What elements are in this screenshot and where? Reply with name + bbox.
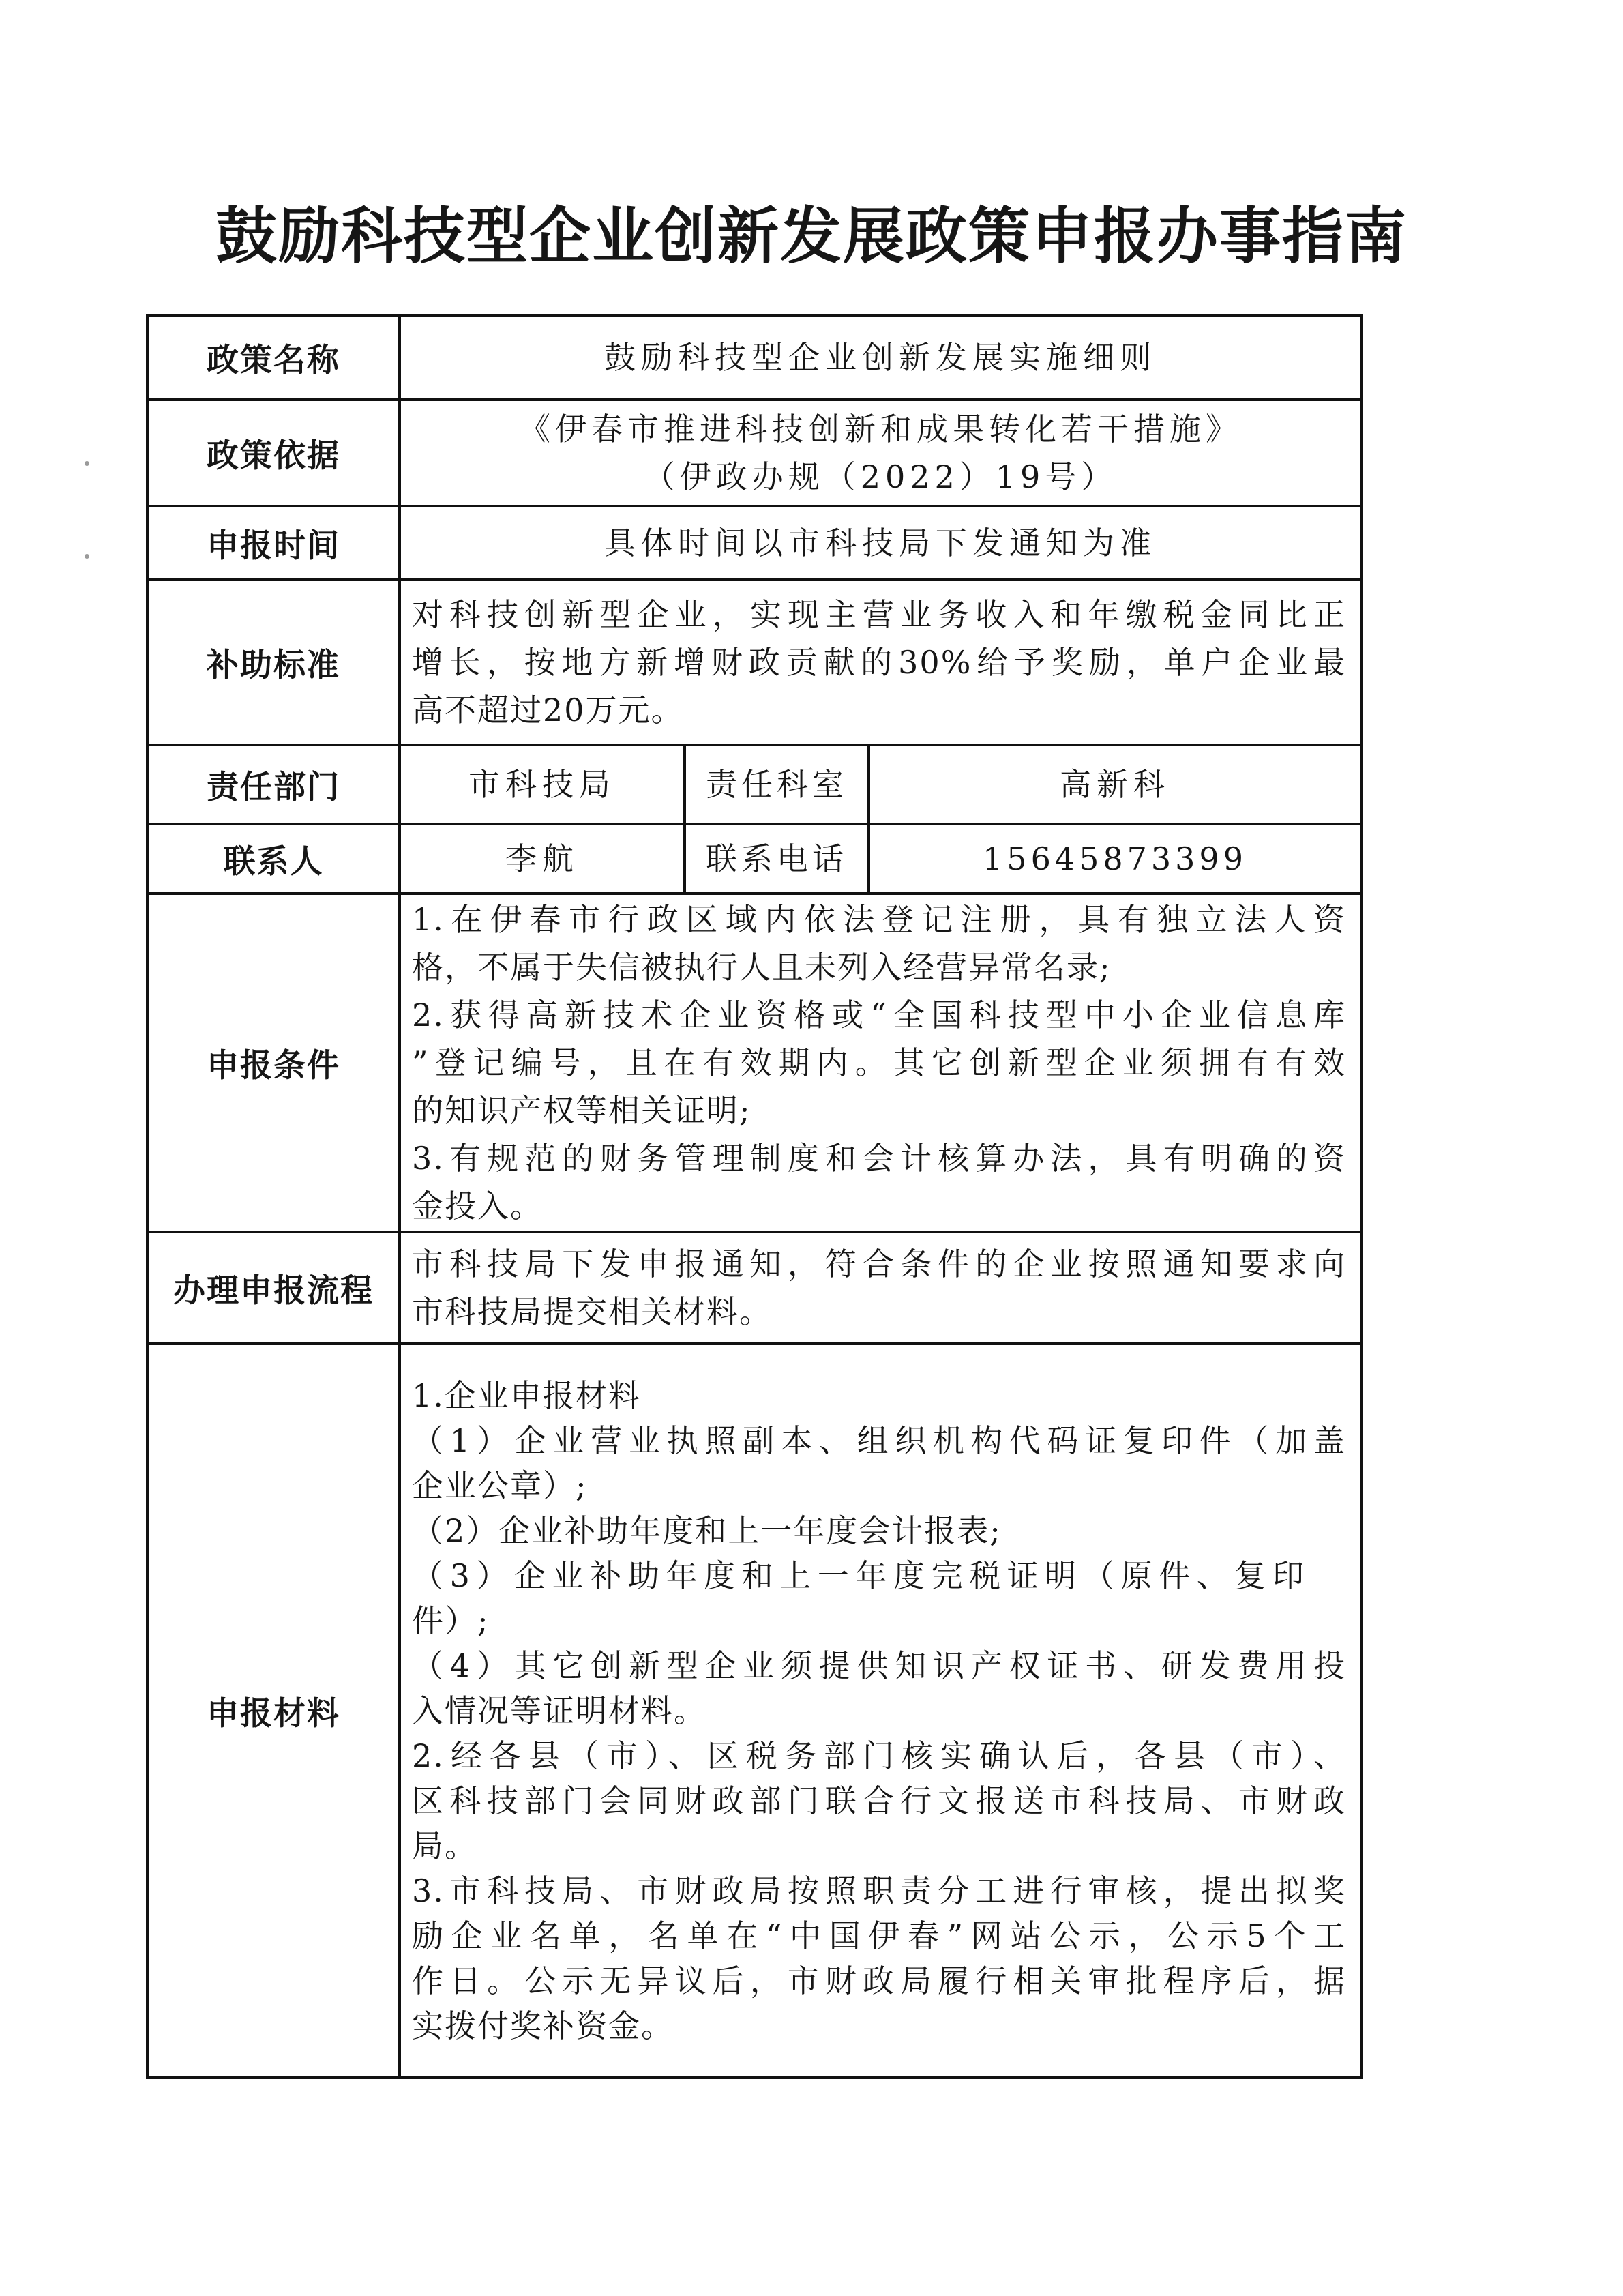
subsidy-line: 对科技创新型企业，实现主营业务收入和年缴税金同比正 bbox=[412, 596, 1346, 633]
policy-basis-line: （伊政办规（2022）19号） bbox=[643, 458, 1118, 495]
department-value: 市科技局 bbox=[398, 744, 686, 825]
scan-speck bbox=[85, 461, 89, 466]
materials-label: 申报材料 bbox=[146, 1342, 401, 2079]
policy-basis-value bbox=[398, 398, 1363, 507]
materials-line: 实拨付奖补资金。 bbox=[412, 2007, 674, 2044]
process-value bbox=[398, 1231, 1363, 1345]
materials-line: 2.经各县（市）、区税务部门核实确认后，各县（市）、 bbox=[412, 1737, 1346, 1774]
materials-line: 励企业名单，名单在“中国伊春”网站公示，公示5个工 bbox=[412, 1917, 1346, 1954]
conditions-line: 3.有规范的财务管理制度和会计核算办法，具有明确的资 bbox=[412, 1140, 1346, 1177]
conditions-label: 申报条件 bbox=[146, 892, 401, 1233]
materials-line: 3.市科技局、市财政局按照职责分工进行审核，提出拟奖 bbox=[412, 1872, 1346, 1909]
materials-line: （2）企业补助年度和上一年度会计报表; bbox=[412, 1512, 1002, 1549]
materials-line: 区科技部门会同财政部门联合行文报送市科技局、市财政 bbox=[412, 1782, 1346, 1819]
page-title: 鼓励科技型企业创新发展政策申报办事指南 bbox=[215, 201, 1408, 272]
department-label: 责任部门 bbox=[146, 744, 401, 825]
materials-line: （1）企业营业执照副本、组织机构代码证复印件（加盖 bbox=[412, 1422, 1346, 1459]
materials-line: 件）; bbox=[412, 1602, 490, 1639]
policy-basis-line: 《伊春市推进科技创新和成果转化若干措施》 bbox=[519, 411, 1242, 447]
conditions-line: 2.获得高新技术企业资格或“全国科技型中小企业信息库 bbox=[412, 997, 1346, 1033]
materials-line: （3）企业补助年度和上一年度完税证明（原件、复印 bbox=[412, 1557, 1305, 1594]
materials-value bbox=[398, 1342, 1363, 2079]
materials-line: 企业公章）; bbox=[412, 1467, 588, 1504]
phone-value: 15645873399 bbox=[867, 823, 1363, 895]
subsidy-label: 补助标准 bbox=[146, 578, 401, 746]
materials-line: （4）其它创新型企业须提供知识产权证书、研发费用投 bbox=[412, 1647, 1346, 1684]
subsidy-line: 高不超过20万元。 bbox=[412, 692, 684, 728]
process-line: 市科技局提交相关材料。 bbox=[412, 1293, 772, 1330]
materials-line: 局。 bbox=[412, 1827, 477, 1864]
policy-name-value: 鼓励科技型企业创新发展实施细则 bbox=[398, 314, 1363, 401]
conditions-line: ”登记编号，且在有效期内。其它创新型企业须拥有有效 bbox=[412, 1044, 1346, 1081]
apply-time-value: 具体时间以市科技局下发通知为准 bbox=[398, 505, 1363, 581]
scan-speck bbox=[85, 554, 89, 559]
conditions-line: 的知识产权等相关证明; bbox=[412, 1092, 751, 1129]
policy-name-label: 政策名称 bbox=[146, 314, 401, 401]
materials-line: 1.企业申报材料 bbox=[412, 1377, 641, 1414]
apply-time-label: 申报时间 bbox=[146, 505, 401, 581]
materials-line: 作日。公示无异议后，市财政局履行相关审批程序后，据 bbox=[412, 1962, 1346, 1999]
contact-label: 联系人 bbox=[146, 823, 401, 895]
process-line: 市科技局下发申报通知，符合条件的企业按照通知要求向 bbox=[412, 1246, 1346, 1282]
office-value: 高新科 bbox=[867, 744, 1363, 825]
office-label: 责任科室 bbox=[683, 744, 870, 825]
contact-value: 李航 bbox=[398, 823, 686, 895]
conditions-line: 格，不属于失信被执行人且未列入经营异常名录; bbox=[412, 949, 1112, 986]
process-label: 办理申报流程 bbox=[146, 1231, 401, 1345]
phone-label: 联系电话 bbox=[683, 823, 870, 895]
policy-basis-label: 政策依据 bbox=[146, 398, 401, 507]
conditions-line: 金投入。 bbox=[412, 1188, 543, 1224]
subsidy-value bbox=[398, 578, 1363, 746]
materials-line: 入情况等证明材料。 bbox=[412, 1692, 706, 1729]
conditions-line: 1.在伊春市行政区域内依法登记注册，具有独立法人资 bbox=[412, 901, 1346, 938]
conditions-value bbox=[398, 892, 1363, 1233]
subsidy-line: 增长，按地方新增财政贡献的30%给予奖励，单户企业最 bbox=[412, 644, 1346, 681]
